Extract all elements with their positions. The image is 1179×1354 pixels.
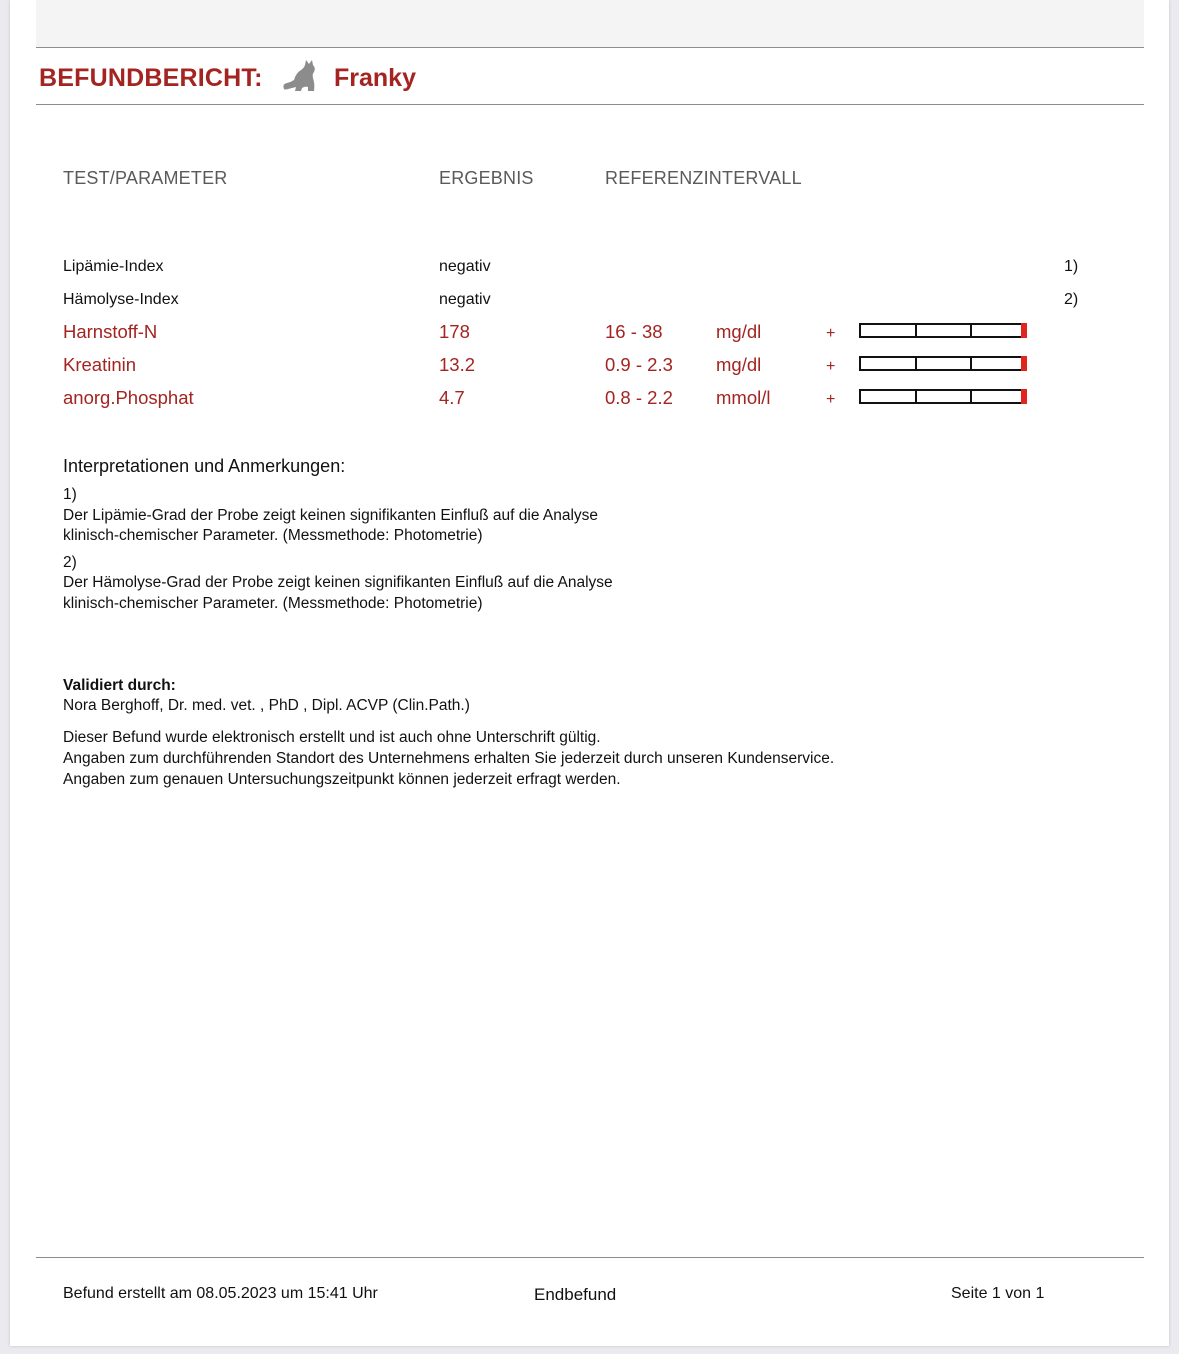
column-header-test: TEST/PARAMETER	[63, 168, 228, 188]
high-flag: +	[826, 325, 836, 342]
test-name: Lipämie-Index	[63, 258, 164, 275]
validator-name: Nora Berghoff, Dr. med. vet. , PhD , Dipl. ACVP (Clin.Path.)	[63, 697, 470, 714]
disclaimer-line: Dieser Befund wurde elektronisch erstellt und ist auch ohne Unterschrift gültig.	[63, 729, 601, 746]
report-page	[10, 0, 1169, 1346]
unit: mmol/l	[716, 387, 771, 408]
cat-icon	[280, 58, 322, 94]
test-result: 4.7	[439, 387, 465, 408]
unit: mg/dl	[716, 321, 762, 342]
range-bar-marker	[1021, 356, 1027, 371]
note-text: Der Lipämie-Grad der Probe zeigt keinen signifikanten Einfluß auf die Analyse	[63, 507, 599, 524]
range-bar	[859, 389, 1027, 404]
test-result: 178	[439, 321, 470, 342]
header-bottom-divider	[36, 104, 1144, 105]
footer-divider	[36, 1257, 1144, 1258]
test-name: anorg.Phosphat	[63, 387, 194, 408]
note-text: Der Hämolyse-Grad der Probe zeigt keinen signifikanten Einfluß auf die Analyse	[63, 574, 613, 591]
range-bar-tick	[915, 391, 917, 402]
test-name: Harnstoff-N	[63, 321, 158, 342]
footer-page-number: Seite 1 von 1	[951, 1285, 1045, 1302]
test-name: Hämolyse-Index	[63, 291, 179, 308]
range-bar	[859, 323, 1027, 338]
range-bar-tick	[970, 325, 972, 336]
patient-name: Franky	[334, 64, 416, 92]
column-header-reference: REFERENZINTERVALL	[605, 168, 802, 188]
range-bar-tick	[915, 325, 917, 336]
test-result: negativ	[439, 291, 491, 308]
footnote-ref: 2)	[1064, 291, 1079, 308]
column-header-result: ERGEBNIS	[439, 168, 534, 188]
test-result: 13.2	[439, 354, 476, 375]
report-title: BEFUNDBERICHT:	[39, 64, 263, 92]
reference-range: 0.9 - 2.3	[605, 354, 673, 375]
range-bar-marker	[1021, 323, 1027, 338]
disclaimer-line: Angaben zum durchführenden Standort des Unternehmens erhalten Sie jederzeit durch unseren Kundenservice.	[63, 750, 835, 767]
note-text: klinisch-chemischer Parameter. (Messmethode: Photometrie)	[63, 595, 483, 612]
note-text: klinisch-chemischer Parameter. (Messmethode: Photometrie)	[63, 527, 483, 544]
disclaimer-line: Angaben zum genauen Untersuchungszeitpunkt können jederzeit erfragt werden.	[63, 771, 621, 788]
header-top-divider	[36, 47, 1144, 48]
note-label: 2)	[63, 554, 77, 571]
test-result: negativ	[439, 258, 491, 275]
range-bar-tick	[915, 358, 917, 369]
test-name: Kreatinin	[63, 354, 137, 375]
reference-range: 0.8 - 2.2	[605, 387, 673, 408]
page-top-band	[36, 0, 1144, 47]
footer-created: Befund erstellt am 08.05.2023 um 15:41 Uhr	[63, 1285, 378, 1302]
range-bar-tick	[970, 391, 972, 402]
validation-label: Validiert durch:	[63, 677, 176, 694]
reference-range: 16 - 38	[605, 321, 663, 342]
high-flag: +	[826, 391, 836, 408]
range-bar-tick	[970, 358, 972, 369]
note-label: 1)	[63, 486, 77, 503]
footer-status: Endbefund	[534, 1285, 617, 1304]
range-bar	[859, 356, 1027, 371]
footnote-ref: 1)	[1064, 258, 1079, 275]
interpretations-heading: Interpretationen und Anmerkungen:	[63, 456, 346, 476]
unit: mg/dl	[716, 354, 762, 375]
high-flag: +	[826, 358, 836, 375]
range-bar-marker	[1021, 389, 1027, 404]
